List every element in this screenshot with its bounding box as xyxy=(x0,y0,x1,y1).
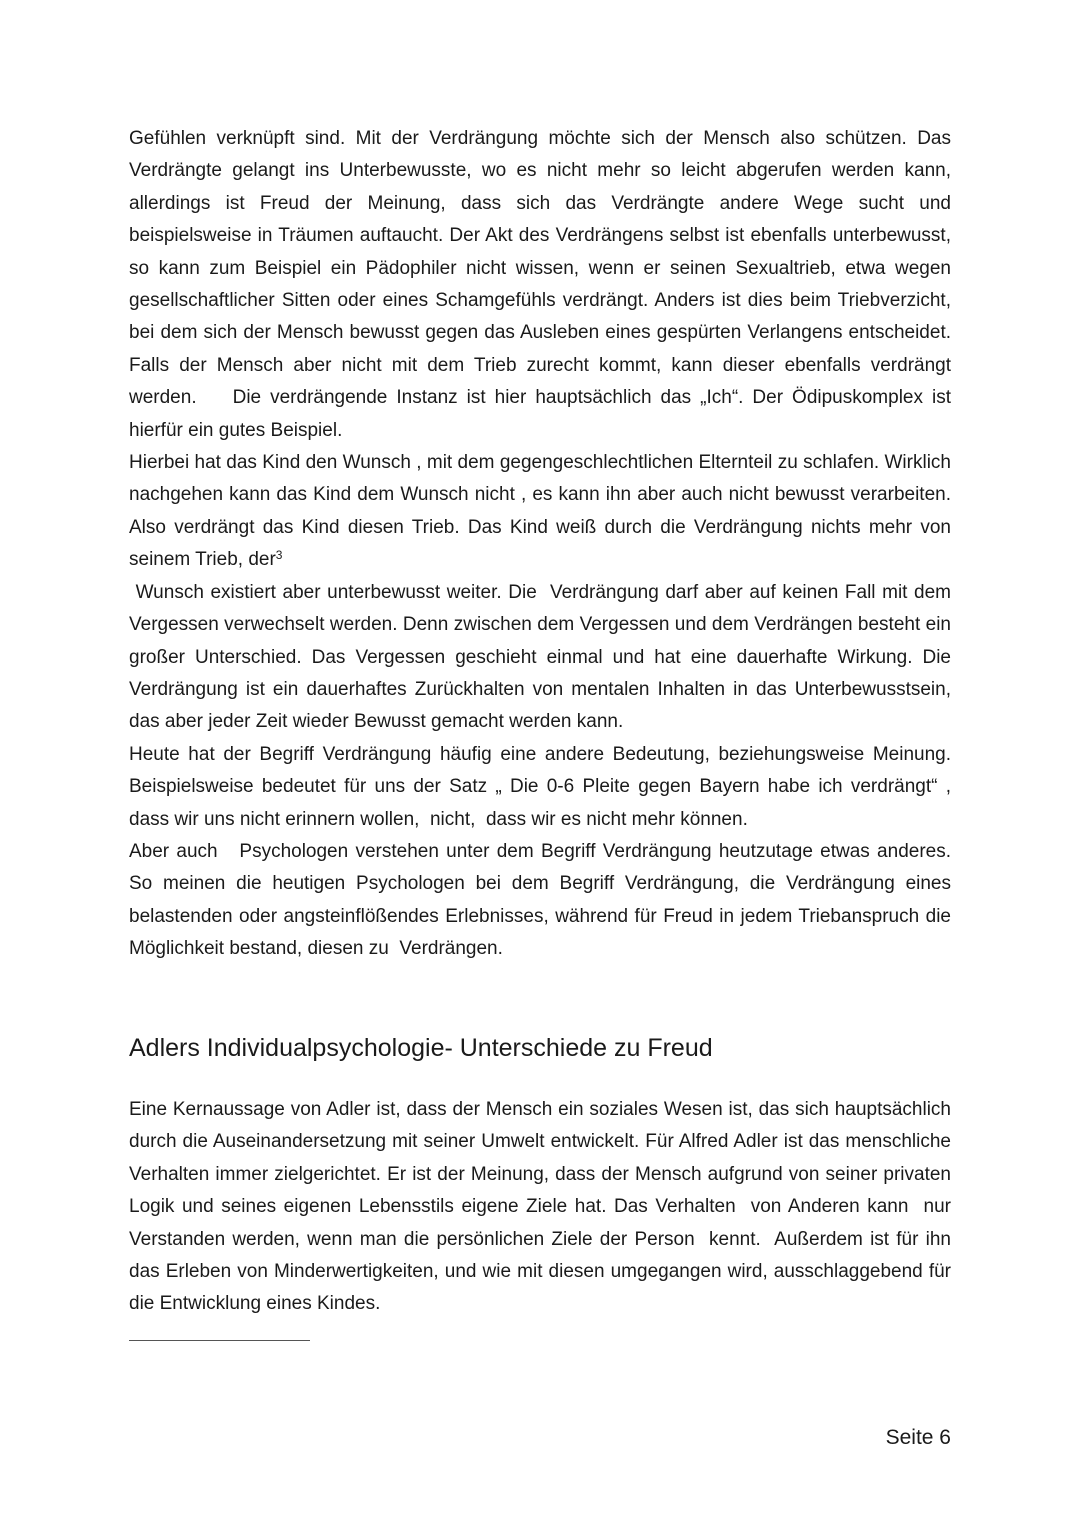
paragraph-oedipus-text: Hierbei hat das Kind den Wunsch , mit dem gegengeschlechtlichen Elternteil zu schlafen. Wirklich nachgehen kann das Kind dem Wunsch nicht , es kann ihn aber auch nicht bewusst verarbeiten. Also verdrängt das Kind diesen Trieb. Das Kind weiß durch die Verdrängung nichts mehr von seinem Trieb, der xyxy=(129,452,951,571)
footnote-marker[interactable]: 3 xyxy=(275,548,283,563)
paragraph-adler-core: Eine Kernaussage von Adler ist, dass der Mensch ein soziales Wesen ist, das sich hauptsächlich durch die Auseinandersetzung mit seiner Umwelt entwickelt. Für Alfred Adler ist das menschliche Verhalten immer zielgerichtet. Er ist der Meinung, dass der Mensch aufgrund von seiner privaten Logik und seines eigenen Lebensstils eigene Ziele hat. Das Verhalten von Anderen kann nur Verstanden werden, wenn man die persönlichen Ziele der Person kennt. Außerdem ist für ihn das Erleben von Minderwertigkeiten, und wie mit diesen umgegangen wird, ausschlaggebend für die Entwicklung eines Kindes. xyxy=(129,1099,962,1315)
paragraph-oedipus-example xyxy=(129,447,951,577)
paragraph-repression-vs-forgetting: Wunsch existiert aber unterbewusst weiter. Die Verdrängung darf aber auf keinen Fall mit dem Vergessen verwechselt werden. Denn zwischen dem Vergessen und dem Verdrängen besteht ein großer Unterschied. Das Vergessen geschieht einmal und hat eine dauerhafte Wirkung. Die Verdrängung ist ein dauerhaftes Zurückhalten von mentalen Inhalten in das Unterbewusstsein, das aber jeder Zeit wieder Bewusst gemacht werden kann. xyxy=(129,581,957,733)
section-heading-adler: Adlers Individualpsychologie- Unterschiede zu Freud xyxy=(129,1034,713,1062)
paragraph-modern-meaning: Heute hat der Begriff Verdrängung häufig eine andere Bedeutung, beziehungsweise Meinung. Beispielsweise bedeutet für uns der Satz „ Die 0-6 Pleite gegen Bayern habe ich verdrängt“ , dass wir uns nicht erinnern wollen, nicht, dass wir es nicht mehr können. xyxy=(129,743,957,830)
paragraph-repression-intro: Gefühlen verknüpft sind. Mit der Verdrängung möchte sich der Mensch also schützen. Das Verdrängte gelangt ins Unterbewusste, wo es nicht mehr so leicht abgerufen werden kann, allerdings ist Freud der Meinung, dass sich das Verdrängte andere Wege sucht und beispielsweise in Träumen auftaucht. Der Akt des Verdrängens selbst ist ebenfalls unterbewusst, so kann zum Beispiel ein Pädophiler nicht wissen, wenn er seinen Sexualtrieb, etwa wegen gesellschaftlicher Sitten oder eines Schamgefühls verdrängt. Anders ist dies beim Triebverzicht, bei dem sich der Mensch bewusst gegen das Ausleben eines gespürten Verlangens entscheidet. Falls der Mensch aber nicht mit dem Trieb zurecht kommt, kann dieser ebenfalls verdrängt werden. Die verdrängende Instanz ist hier hauptsächlich das „Ich“. Der Ödipuskomplex ist hierfür ein gutes Beispiel. xyxy=(129,128,957,441)
page-body xyxy=(129,123,962,1315)
paragraph-modern-psychologists: Aber auch Psychologen verstehen unter dem Begriff Verdrängung heutzutage etwas anderes. So meinen die heutigen Psychologen bei dem Begriff Verdrängung, die Verdrängung eines belastenden oder angsteinflößendes Erlebnisses, während für Freud in jedem Triebanspruch die Möglichkeit bestand, diesen zu Verdrängen. xyxy=(129,840,957,960)
footnote-separator xyxy=(129,1340,310,1341)
page-number: Seite 6 xyxy=(885,1426,951,1449)
section-adler xyxy=(129,1094,962,1321)
